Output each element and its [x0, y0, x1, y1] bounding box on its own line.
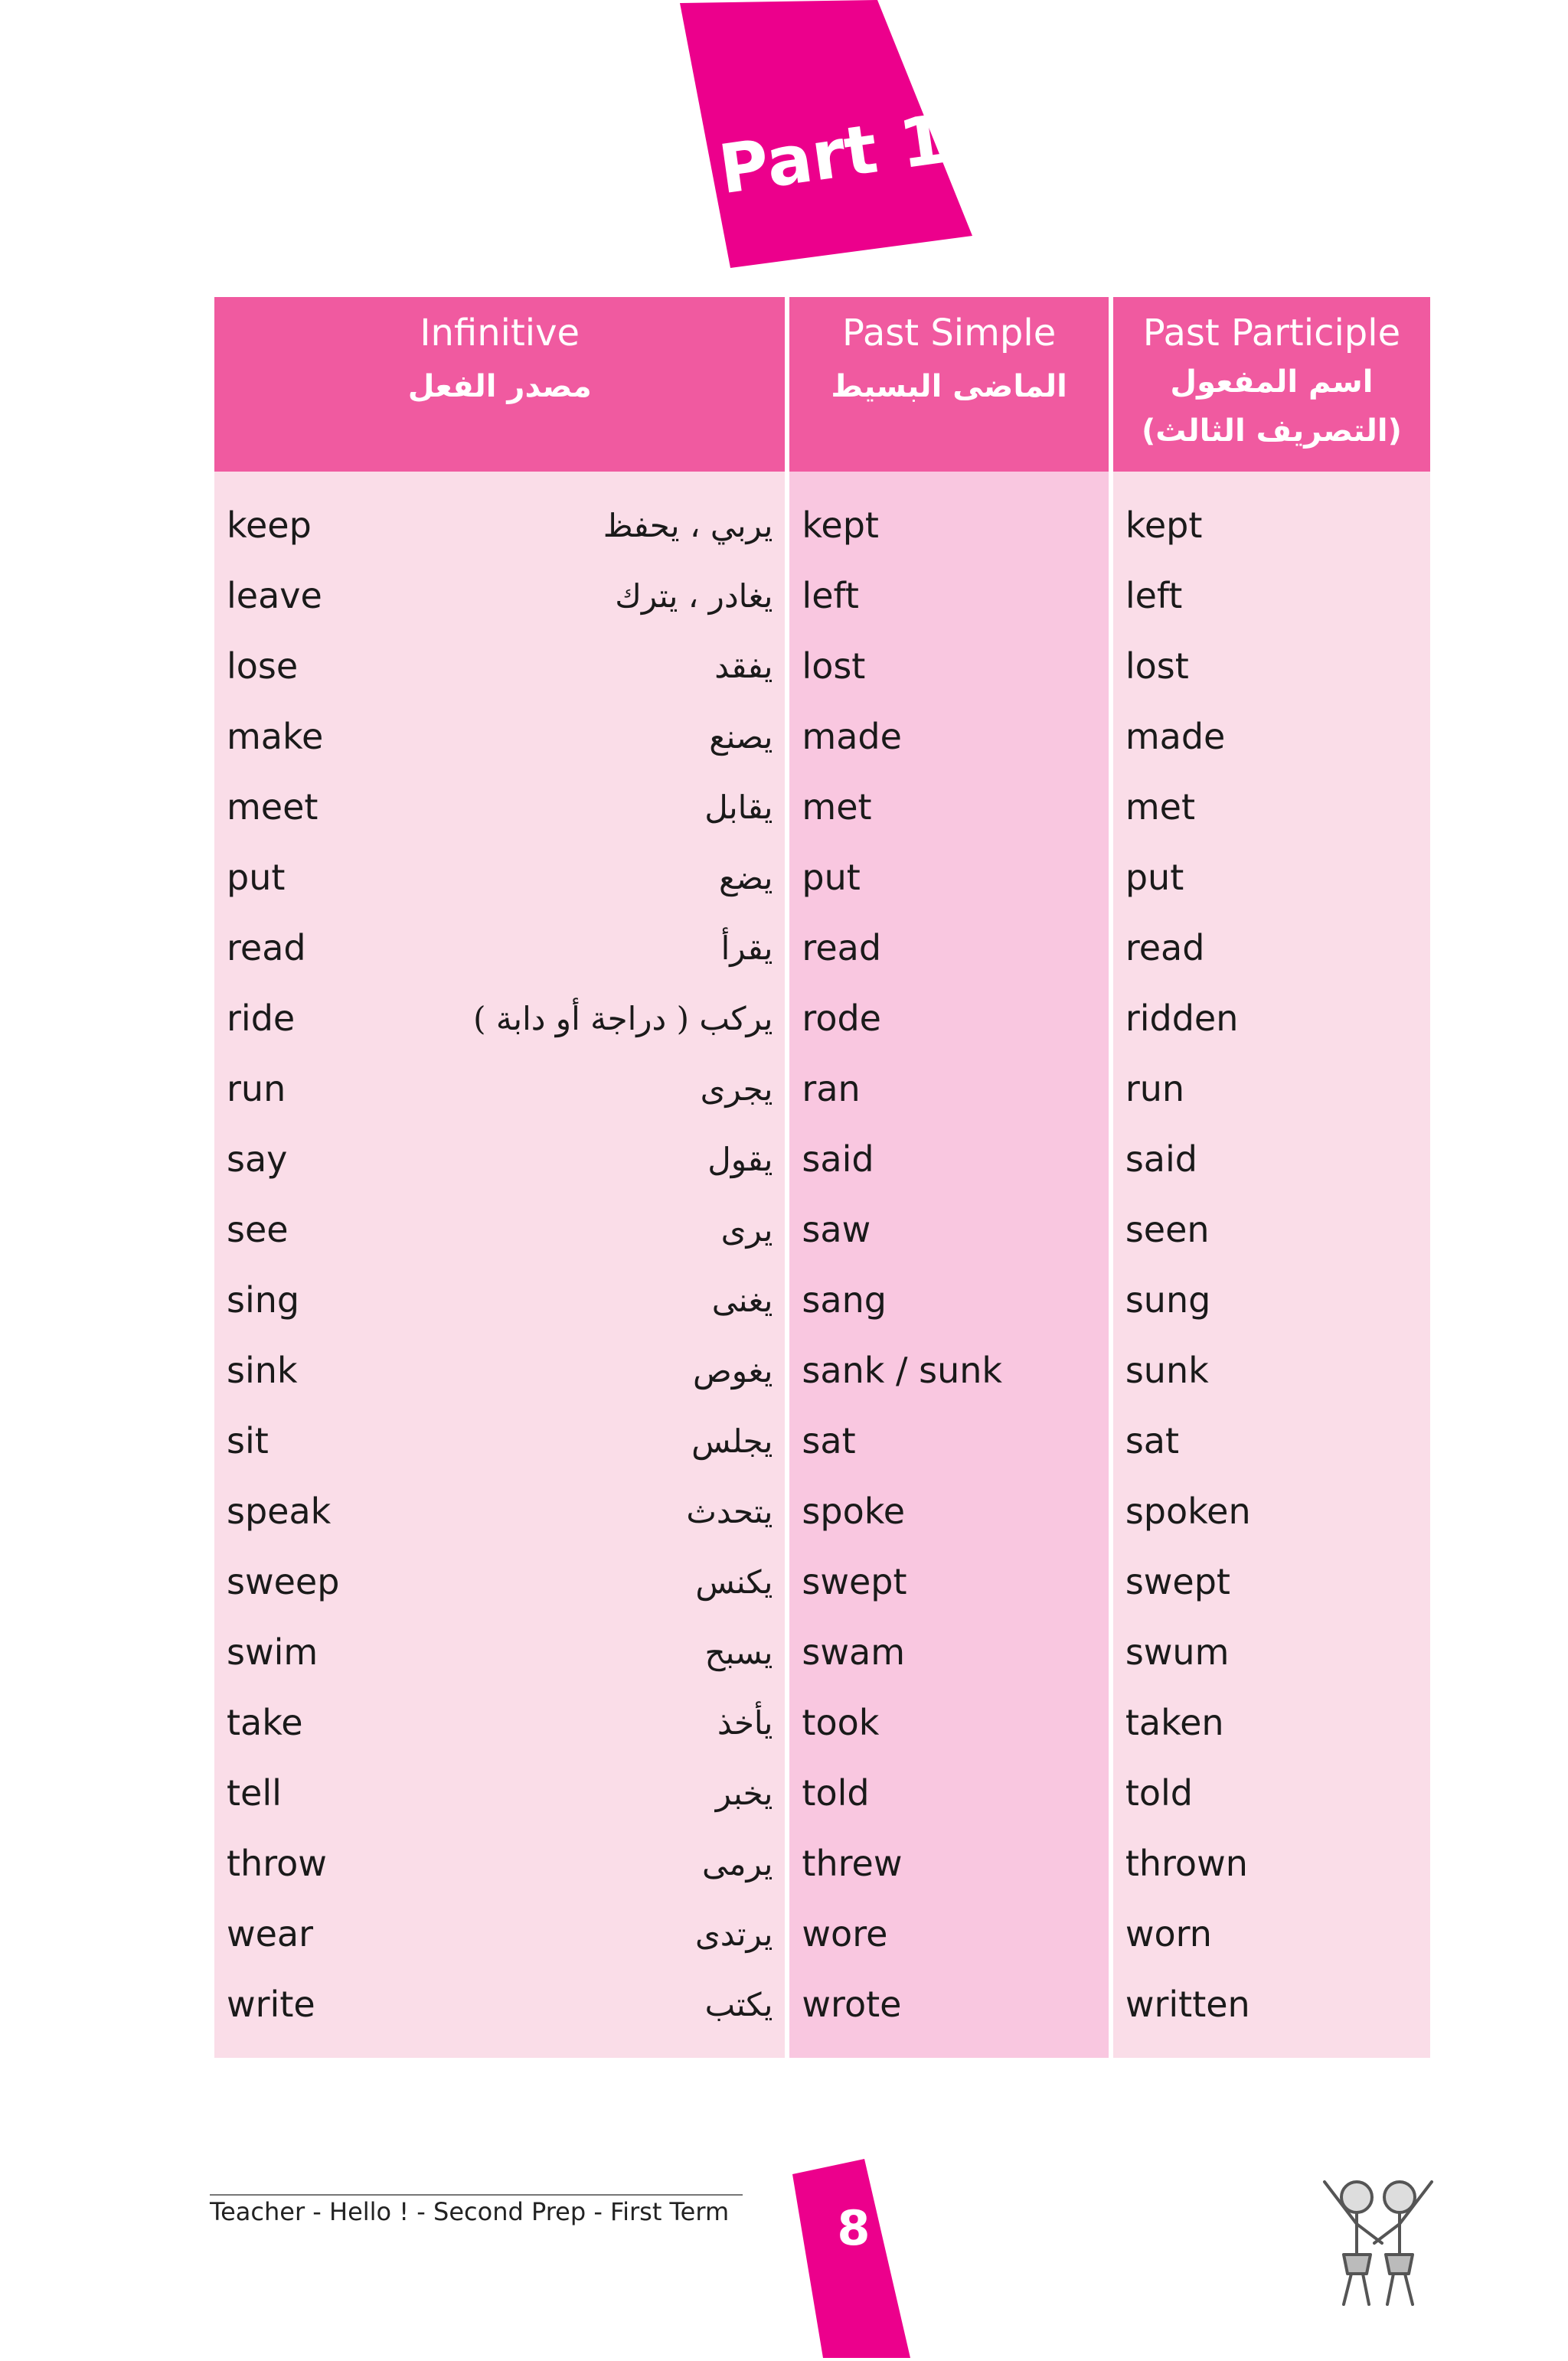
table-row — [214, 1335, 1430, 1406]
cell-past-simple: met — [789, 772, 1108, 842]
infinitive-wrap — [227, 927, 773, 968]
infinitive-ar: يقرأ — [720, 929, 773, 967]
infinitive-ar: يخبر — [715, 1774, 773, 1812]
table-row — [214, 1265, 1430, 1335]
infinitive-en: sit — [227, 1420, 269, 1461]
infinitive-ar: يكنس — [695, 1563, 773, 1601]
cell-past-participle: run — [1113, 1053, 1430, 1124]
cell-past-participle: left — [1113, 560, 1430, 631]
table-row — [214, 842, 1430, 913]
infinitive-wrap — [227, 1843, 773, 1884]
cell-past-participle: worn — [1113, 1899, 1430, 1969]
cell-past-simple: left — [789, 560, 1108, 631]
infinitive-wrap — [227, 1913, 773, 1954]
header-past-participle-en: Past Participle — [1142, 312, 1401, 354]
cell-past-participle: taken — [1113, 1687, 1430, 1758]
cell-past-participle: said — [1113, 1124, 1430, 1194]
table-row — [214, 1476, 1430, 1546]
cell-past-participle: kept — [1113, 472, 1430, 560]
cell-infinitive — [214, 772, 785, 842]
cell-past-simple: sang — [789, 1265, 1108, 1335]
cell-past-simple: ran — [789, 1053, 1108, 1124]
cell-past-simple: took — [789, 1687, 1108, 1758]
cell-past-participle: put — [1113, 842, 1430, 913]
infinitive-ar: يرى — [720, 1210, 773, 1249]
cell-past-participle: made — [1113, 701, 1430, 772]
table-row — [214, 1546, 1430, 1617]
cell-infinitive — [214, 1899, 785, 1969]
infinitive-en: throw — [227, 1843, 327, 1884]
table-row — [214, 701, 1430, 772]
cell-infinitive — [214, 1053, 785, 1124]
infinitive-ar: يسبح — [704, 1633, 773, 1671]
infinitive-en: write — [227, 1984, 315, 2025]
cell-past-simple: threw — [789, 1828, 1108, 1899]
infinitive-wrap — [227, 1350, 773, 1391]
cell-past-simple: put — [789, 842, 1108, 913]
footer-divider — [210, 2194, 743, 2196]
infinitive-en: make — [227, 716, 324, 757]
cell-infinitive — [214, 1969, 785, 2058]
table-row — [214, 1053, 1430, 1124]
infinitive-wrap — [227, 1209, 773, 1250]
page-number-tab — [769, 2159, 923, 2358]
cell-past-participle: lost — [1113, 631, 1430, 701]
cell-past-participle: seen — [1113, 1194, 1430, 1265]
cell-infinitive — [214, 1194, 785, 1265]
infinitive-ar: يربي ، يحفظ — [603, 506, 773, 544]
infinitive-ar: يجرى — [700, 1069, 773, 1108]
cell-past-participle: met — [1113, 772, 1430, 842]
infinitive-en: swim — [227, 1631, 318, 1673]
infinitive-en: run — [227, 1068, 286, 1109]
table-row — [214, 472, 1430, 560]
cell-past-participle: sung — [1113, 1265, 1430, 1335]
infinitive-ar: يصنع — [709, 717, 773, 756]
cell-past-participle: written — [1113, 1969, 1430, 2058]
infinitive-wrap — [227, 716, 773, 757]
cell-past-simple: swam — [789, 1617, 1108, 1687]
page-number: 8 — [837, 2200, 871, 2256]
cell-past-simple: kept — [789, 472, 1108, 560]
cell-infinitive — [214, 1828, 785, 1899]
infinitive-ar: يكتب — [704, 1985, 773, 2023]
table-header-row — [214, 297, 1430, 472]
infinitive-en: keep — [227, 505, 312, 546]
header-infinitive-ar: مصدر الفعل — [407, 369, 592, 404]
infinitive-en: tell — [227, 1772, 282, 1814]
infinitive-en: put — [227, 857, 286, 898]
header-past-simple — [789, 297, 1108, 472]
table-row — [214, 913, 1430, 983]
infinitive-ar: يركب ( دراجة أو دابة ) — [473, 999, 773, 1037]
table-row — [214, 1828, 1430, 1899]
irregular-verbs-table — [210, 297, 1435, 2058]
infinitive-wrap — [227, 1631, 773, 1673]
infinitive-wrap — [227, 1138, 773, 1180]
cell-infinitive — [214, 1124, 785, 1194]
cell-past-simple: spoke — [789, 1476, 1108, 1546]
cell-infinitive — [214, 1406, 785, 1476]
cell-past-simple: wore — [789, 1899, 1108, 1969]
cell-infinitive — [214, 913, 785, 983]
cell-infinitive — [214, 631, 785, 701]
infinitive-wrap — [227, 786, 773, 828]
cell-past-participle: spoken — [1113, 1476, 1430, 1546]
infinitive-en: leave — [227, 575, 322, 616]
table-row — [214, 560, 1430, 631]
table-row — [214, 1124, 1430, 1194]
cell-past-simple: lost — [789, 631, 1108, 701]
infinitive-ar: يرتدى — [694, 1915, 773, 1953]
infinitive-wrap — [227, 998, 773, 1039]
cell-past-simple: made — [789, 701, 1108, 772]
table-row — [214, 1406, 1430, 1476]
infinitive-wrap — [227, 857, 773, 898]
cell-past-participle: ridden — [1113, 983, 1430, 1053]
table-body — [214, 472, 1430, 2058]
cell-infinitive — [214, 701, 785, 772]
kids-mascot-icon — [1309, 2159, 1447, 2312]
table-row — [214, 1758, 1430, 1828]
infinitive-en: see — [227, 1209, 289, 1250]
page-number-shape — [769, 2159, 923, 2358]
cell-infinitive — [214, 1476, 785, 1546]
table-row — [214, 1969, 1430, 2058]
cell-infinitive — [214, 472, 785, 560]
header-past-simple-ar: الماضى البسيط — [831, 369, 1067, 404]
infinitive-ar: يتحدث — [686, 1492, 773, 1530]
infinitive-en: say — [227, 1138, 288, 1180]
infinitive-en: wear — [227, 1913, 314, 1954]
infinitive-en: sink — [227, 1350, 298, 1391]
infinitive-ar: يغوص — [692, 1351, 773, 1389]
infinitive-en: ride — [227, 998, 296, 1039]
infinitive-wrap — [227, 1561, 773, 1602]
infinitive-en: sing — [227, 1279, 300, 1321]
infinitive-en: lose — [227, 645, 299, 687]
cell-infinitive — [214, 560, 785, 631]
infinitive-en: sweep — [227, 1561, 340, 1602]
infinitive-ar: يغنى — [711, 1281, 773, 1319]
cell-infinitive — [214, 1687, 785, 1758]
infinitive-wrap — [227, 1420, 773, 1461]
cell-past-simple: sat — [789, 1406, 1108, 1476]
cell-past-simple: wrote — [789, 1969, 1108, 2058]
cell-infinitive — [214, 1335, 785, 1406]
infinitive-ar: يرمى — [702, 1844, 773, 1883]
cell-infinitive — [214, 1546, 785, 1617]
infinitive-wrap — [227, 505, 773, 546]
table-row — [214, 1899, 1430, 1969]
infinitive-en: meet — [227, 786, 318, 828]
infinitive-wrap — [227, 1491, 773, 1532]
infinitive-wrap — [227, 575, 773, 616]
header-infinitive-en: Infinitive — [420, 312, 580, 354]
cell-past-simple: saw — [789, 1194, 1108, 1265]
infinitive-ar: يغادر ، يترك — [615, 576, 773, 615]
cell-past-participle: swept — [1113, 1546, 1430, 1617]
table-row — [214, 1194, 1430, 1265]
infinitive-wrap — [227, 645, 773, 687]
infinitive-en: take — [227, 1702, 303, 1743]
infinitive-ar: يضع — [718, 858, 773, 896]
infinitive-ar: يجلس — [691, 1422, 773, 1460]
infinitive-wrap — [227, 1772, 773, 1814]
cell-infinitive — [214, 1758, 785, 1828]
cell-past-simple: told — [789, 1758, 1108, 1828]
cell-past-participle: sunk — [1113, 1335, 1430, 1406]
cell-past-participle: sat — [1113, 1406, 1430, 1476]
infinitive-ar: يقابل — [704, 788, 773, 826]
infinitive-ar: يفقد — [714, 647, 773, 685]
cell-past-participle: swum — [1113, 1617, 1430, 1687]
cell-infinitive — [214, 842, 785, 913]
infinitive-wrap — [227, 1984, 773, 2025]
part-tab — [680, 0, 986, 268]
cell-past-participle: told — [1113, 1758, 1430, 1828]
header-past-simple-en: Past Simple — [842, 312, 1057, 354]
part-title: Part 1 — [714, 99, 952, 210]
cell-past-simple: rode — [789, 983, 1108, 1053]
table-row — [214, 1617, 1430, 1687]
infinitive-en: speak — [227, 1491, 332, 1532]
cell-past-simple: said — [789, 1124, 1108, 1194]
header-past-participle-ar: اسم المفعول — [1170, 364, 1374, 400]
cell-infinitive — [214, 1617, 785, 1687]
cell-infinitive — [214, 1265, 785, 1335]
table-row — [214, 631, 1430, 701]
infinitive-ar: يأخذ — [717, 1703, 773, 1742]
footer-text: Teacher - Hello ! - Second Prep - First Term — [210, 2197, 730, 2226]
header-past-participle — [1113, 297, 1430, 472]
table-row — [214, 772, 1430, 842]
infinitive-en: read — [227, 927, 306, 968]
header-past-participle-ar2: (التصريف الثالث) — [1141, 413, 1402, 449]
table-row — [214, 983, 1430, 1053]
cell-past-simple: read — [789, 913, 1108, 983]
header-infinitive — [214, 297, 785, 472]
cell-past-simple: sank / sunk — [789, 1335, 1108, 1406]
table-row — [214, 1687, 1430, 1758]
cell-infinitive — [214, 983, 785, 1053]
cell-past-simple: swept — [789, 1546, 1108, 1617]
cell-past-participle: read — [1113, 913, 1430, 983]
cell-past-participle: thrown — [1113, 1828, 1430, 1899]
infinitive-wrap — [227, 1702, 773, 1743]
infinitive-wrap — [227, 1068, 773, 1109]
infinitive-ar: يقول — [707, 1140, 773, 1178]
infinitive-wrap — [227, 1279, 773, 1321]
